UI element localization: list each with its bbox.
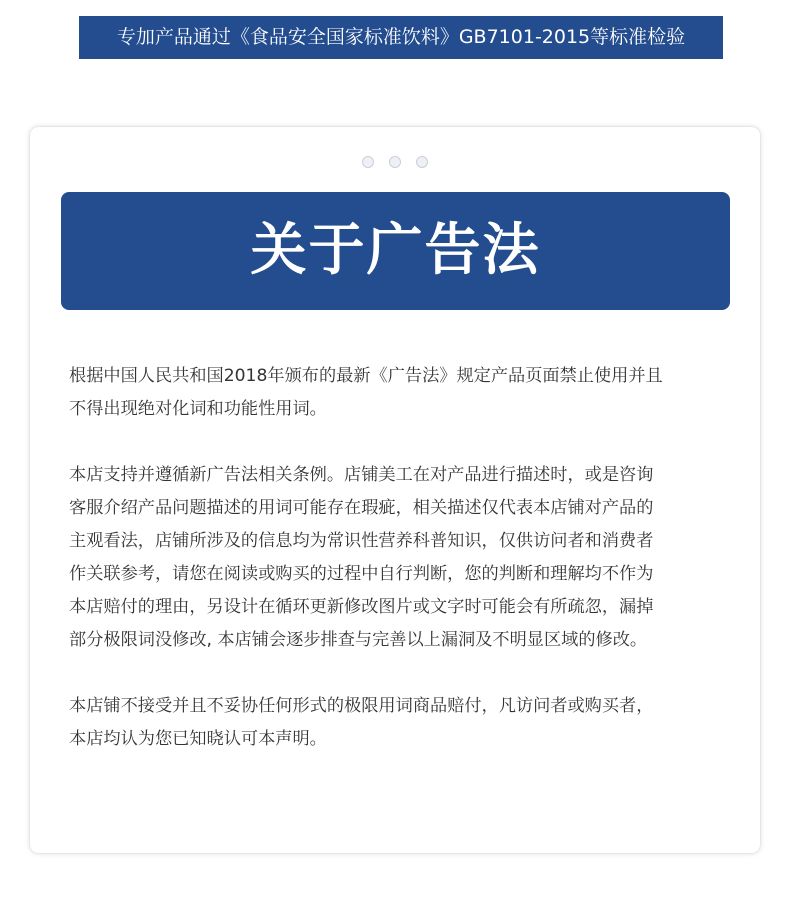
paragraph-line: 部分极限词没修改, 本店铺会逐步排查与完善以上漏洞及不明显区域的修改。 bbox=[69, 630, 648, 650]
card-title: 关于广告法 bbox=[61, 192, 730, 310]
dot-icon bbox=[416, 156, 428, 168]
decorative-dots bbox=[30, 156, 760, 170]
paragraph-line: 客服介绍产品问题描述的用词可能存在瑕疵，相关描述仅代表本店铺对产品的 bbox=[69, 498, 654, 518]
top-banner: 专加产品通过《食品安全国家标准饮料》GB7101-2015等标准检验 bbox=[79, 16, 723, 59]
dot-icon bbox=[389, 156, 401, 168]
paragraph-line: 本店赔付的理由，另设计在循环更新修改图片或文字时可能会有所疏忽，漏掉 bbox=[69, 597, 654, 617]
paragraph-line: 不得出现绝对化词和功能性用词。 bbox=[69, 399, 327, 419]
paragraph-line: 本店均认为您已知晓认可本声明。 bbox=[69, 729, 327, 749]
paragraph-3 bbox=[69, 690, 724, 756]
paragraph-line: 作关联参考，请您在阅读或购买的过程中自行判断，您的判断和理解均不作为 bbox=[69, 564, 654, 584]
paragraph-line: 主观看法，店铺所涉及的信息均为常识性营养科普知识，仅供访问者和消费者 bbox=[69, 531, 654, 551]
dot-icon bbox=[362, 156, 374, 168]
paragraph-2 bbox=[69, 459, 724, 657]
notice-content bbox=[69, 360, 724, 789]
paragraph-line: 本店支持并遵循新广告法相关条例。店铺美工在对产品进行描述时，或是咨询 bbox=[69, 465, 654, 485]
paragraph-line: 根据中国人民共和国2018年颁布的最新《广告法》规定产品页面禁止使用并且 bbox=[69, 366, 663, 386]
paragraph-1 bbox=[69, 360, 724, 426]
paragraph-line: 本店铺不接受并且不妥协任何形式的极限用词商品赔付，凡访问者或购买者， bbox=[69, 696, 654, 716]
notice-card bbox=[30, 127, 760, 853]
